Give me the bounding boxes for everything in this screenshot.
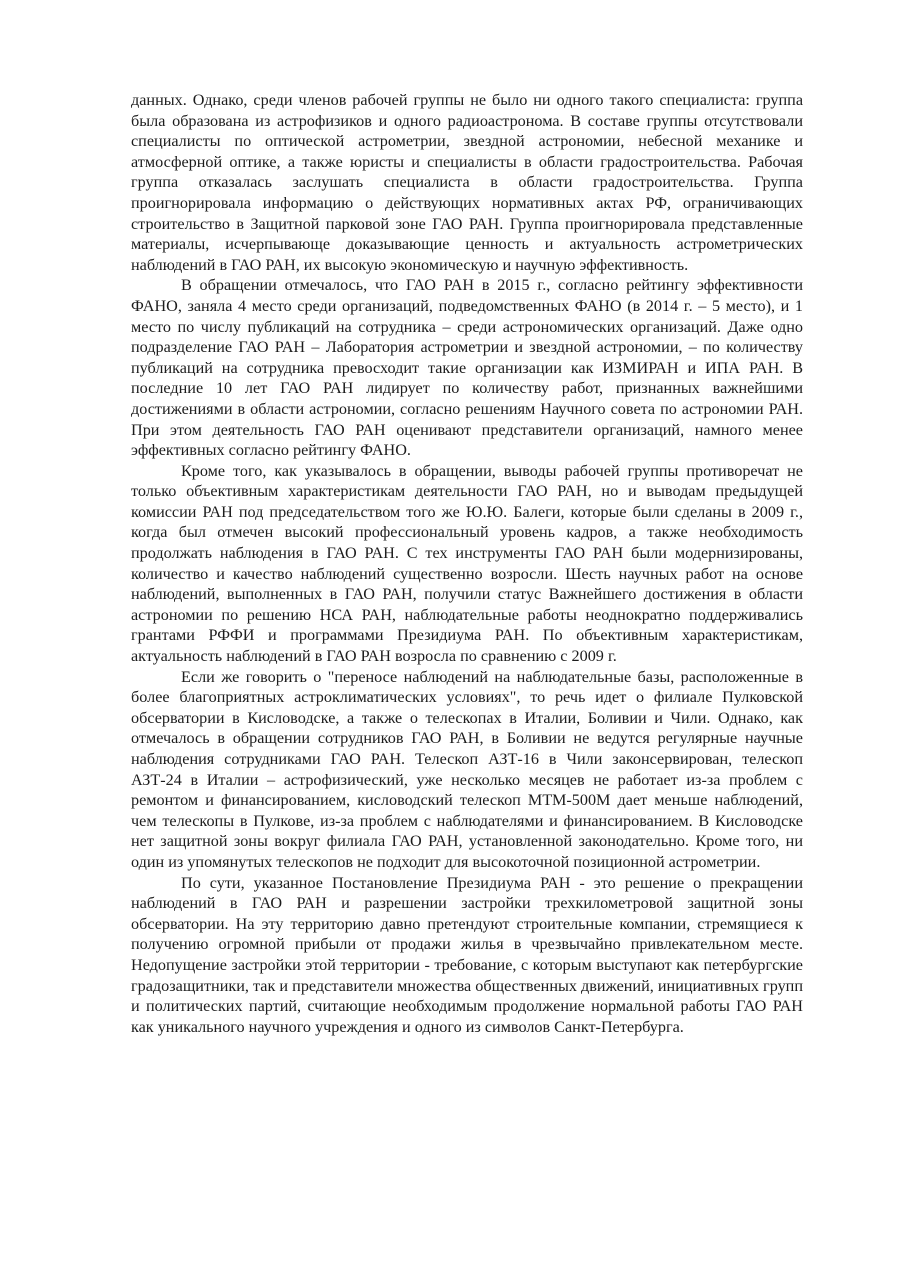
document-page (131, 90, 803, 1037)
paragraph-5: По сути, указанное Постановление Президиума РАН - это решение о прекращении наблюдений в ГАО РАН и разрешении застройки трехкилометровой защитной зоны обсерватории. На эту территорию давно претендуют строительные компании, стремящиеся к получению огромной прибыли от продажи жилья в чрезвычайно привлекательном месте. Недопущение застройки этой территории - требование, с которым выступают как петербургские градозащитники, так и представители множества общественных движений, инициативных групп и политических партий, считающие необходимым продолжение нормальной работы ГАО РАН как уникального научного учреждения и одного из символов Санкт-Петербурга. (131, 873, 803, 1036)
paragraph-3: Кроме того, как указывалось в обращении, выводы рабочей группы противоречат не только объективным характеристикам деятельности ГАО РАН, но и выводам предыдущей комиссии РАН под председательством того же Ю.Ю. Балеги, которые были сделаны в 2009 г., когда был отмечен высокий профессиональный уровень кадров, а также необходимость продолжать наблюдения в ГАО РАН. С тех инструменты ГАО РАН были модернизированы, количество и качество наблюдений существенно возросли. Шесть научных работ на основе наблюдений, выполненных в ГАО РАН, получили статус Важнейшего достижения в области астрономии по решению НСА РАН, наблюдательные работы неоднократно поддерживались грантами РФФИ и программами Президиума РАН. По объективным характеристикам, актуальность наблюдений в ГАО РАН возросла по сравнению с 2009 г. (131, 461, 803, 666)
paragraph-2: В обращении отмечалось, что ГАО РАН в 2015 г., согласно рейтингу эффективности ФАНО, заняла 4 место среди организаций, подведомственных ФАНО (в 2014 г. – 5 место), и 1 место по числу публикаций на сотрудника – среди астрономических организаций. Даже одно подразделение ГАО РАН – Лаборатория астрометрии и звездной астрономии, – по количеству публикаций на сотрудника превосходит такие организации как ИЗМИРАН и ИПА РАН. В последние 10 лет ГАО РАН лидирует по количеству работ, признанных важнейшими достижениями в области астрономии, согласно решениям Научного совета по астрономии РАН. При этом деятельность ГАО РАН оценивают представители организаций, намного менее эффективных согласно рейтингу ФАНО. (131, 276, 803, 460)
paragraph-4: Если же говорить о "переносе наблюдений на наблюдательные базы, расположенные в более благоприятных астроклиматических условиях", то речь идет о филиале Пулковской обсерватории в Кисловодске, а также о телескопах в Италии, Боливии и Чили. Однако, как отмечалось в обращении сотрудников ГАО РАН, в Боливии не ведутся регулярные научные наблюдения сотрудниками ГАО РАН. Телескоп АЗТ-16 в Чили законсервирован, телескоп АЗТ-24 в Италии – астрофизический, уже несколько месяцев не работает из-за проблем с ремонтом и финансированием, кисловодский телескоп МТМ-500М дает меньше наблюдений, чем телескопы в Пулкове, из-за проблем с наблюдателями и финансированием. В Кисловодске нет защитной зоны вокруг филиала ГАО РАН, установленной законодательно. Кроме того, ни один из упомянутых телескопов не подходит для высокоточной позиционной астрометрии. (131, 667, 803, 871)
paragraph-1: данных. Однако, среди членов рабочей группы не было ни одного такого специалиста: группа была образована из астрофизиков и одного радиоастронома. В составе группы отсутствовали специалисты по оптической астрометрии, звездной астрономии, небесной механике и атмосферной оптике, а также юристы и специалисты в области градостроительства. Рабочая группа отказалась заслушать специалиста в области градостроительства. Группа проигнорировала информацию о действующих нормативных актах РФ, ограничивающих строительство в Защитной парковой зоне ГАО РАН. Группа проигнорировала представленные материалы, исчерпывающе доказывающие ценность и актуальность астрометрических наблюдений в ГАО РАН, их высокую экономическую и научную эффективность. (131, 91, 803, 274)
